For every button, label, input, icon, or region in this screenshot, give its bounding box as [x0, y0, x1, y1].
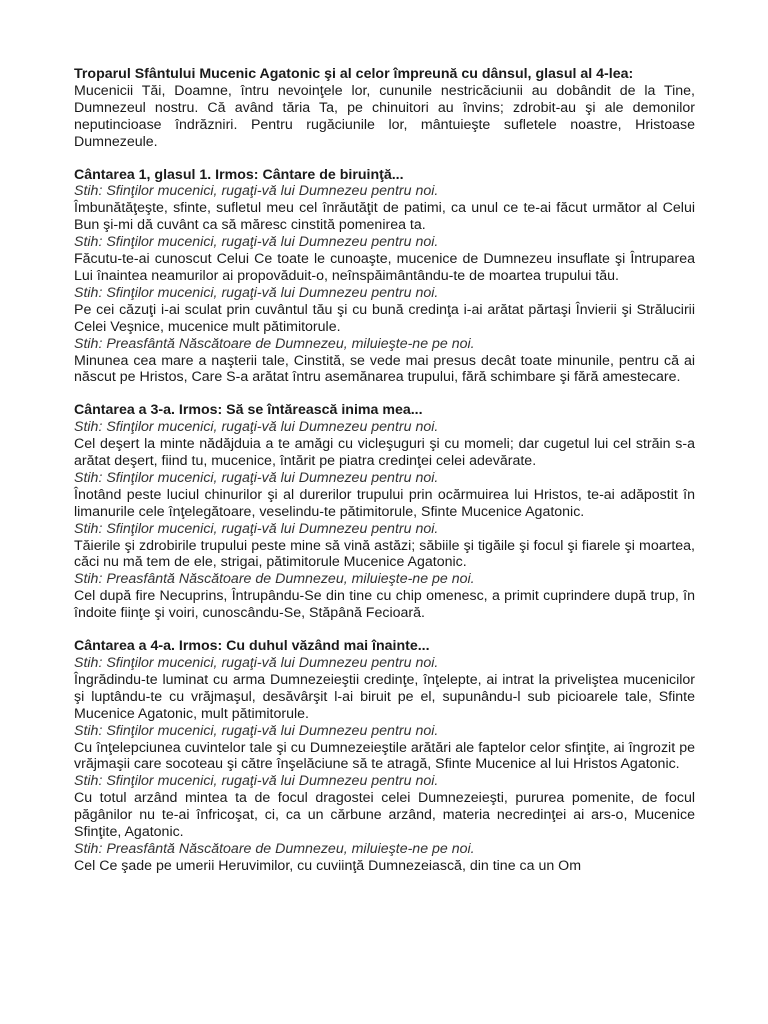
stih-line: Stih: Sfinţilor mucenici, rugaţi-vă lui Dumnezeu pentru noi.	[74, 419, 439, 436]
stih-line: Stih: Sfinţilor mucenici, rugaţi-vă lui Dumnezeu pentru noi.	[74, 469, 439, 486]
stih-line: Stih: Preasfântă Născătoare de Dumnezeu, miluieşte-ne pe noi.	[74, 335, 475, 352]
stih-line: Stih: Sfinţilor mucenici, rugaţi-vă lui Dumnezeu pentru noi.	[74, 183, 439, 200]
paragraph: Mucenicii Tăi, Doamne, întru nevoinţele lor, cununile nestricăciunii au dobândit de la Tine, Dumnezeul nostru. Că având tăria Ta, pe chinuitori au învins; zdrobit-au şi ale demonilor neputincioase îndrăzniri. Pentru rugăciunile lor, mântuieşte sufletele noastre, Hristoase Dumnezeule.	[74, 82, 695, 150]
section-canticle-3	[74, 402, 695, 622]
section-canticle-4	[74, 638, 695, 875]
paragraph: Îngrădindu-te luminat cu arma Dumnezeieştii credinţe, înţelepte, ai intrat la priveliştea mucenicilor şi luptându-te cu vrăjmaşul, desăvârşit l-ai biruit pe el, supunându-l sub picioarele tale, Sfinte Mucenice Agatonic, mult pătimitorule.	[74, 671, 695, 722]
stih-line: Stih: Sfinţilor mucenici, rugaţi-vă lui Dumnezeu pentru noi.	[74, 722, 439, 739]
paragraph: Cu înţelepciunea cuvintelor tale şi cu Dumnezeieştile arătări ale faptelor celor sfinţite, ai îngrozit pe vrăjmaşii care socoteau şi către înşelăciune să te atragă, Sfinte Mucenice al lui Hristos Agatonic.	[74, 739, 695, 773]
paragraph: Cu totul arzând mintea ta de focul dragostei celei Dumnezeieşti, pururea pomenite, de focul păgânilor nu te-ai înfricoşat, ci, ca un cărbune arzând, materia necredinţei ai ars-o, Mucenice Sfinţite, Agatonic.	[74, 790, 695, 841]
section-heading: Cântarea 1, glasul 1. Irmos: Cântare de biruinţă...	[74, 166, 404, 183]
section-troparion	[74, 66, 695, 151]
stih-line: Stih: Sfinţilor mucenici, rugaţi-vă lui Dumnezeu pentru noi.	[74, 284, 439, 301]
stih-line: Stih: Preasfântă Născătoare de Dumnezeu, miluieşte-ne pe noi.	[74, 840, 475, 857]
paragraph: Pe cei căzuţi i-ai sculat prin cuvântul tău şi cu bună credinţa i-ai arătat părtaşi Învierii şi Strălucirii Celei Veşnice, mucenice mult pătimitorule.	[74, 301, 695, 335]
paragraph: Cel după fire Necuprins, Întrupându-Se din tine cu chip omenesc, a primit cuprindere după trup, în îndoite fiinţe şi voiri, cunoscându-Se, Stăpână Fecioară.	[74, 588, 695, 622]
stih-line: Stih: Sfinţilor mucenici, rugaţi-vă lui Dumnezeu pentru noi.	[74, 655, 439, 671]
section-heading: Cântarea a 3-a. Irmos: Să se întărească inima mea...	[74, 402, 423, 419]
stih-line: Stih: Preasfântă Născătoare de Dumnezeu, miluieşte-ne pe noi.	[74, 571, 475, 588]
stih-line: Stih: Sfinţilor mucenici, rugaţi-vă lui Dumnezeu pentru noi.	[74, 773, 439, 790]
stih-line: Stih: Sfinţilor mucenici, rugaţi-vă lui Dumnezeu pentru noi.	[74, 234, 439, 251]
document-page	[74, 66, 695, 891]
paragraph: Minunea cea mare a naşterii tale, Cinstită, se vede mai presus decât toate minunile, pentru că ai născut pe Hristos, Care S-a arătat întru asemănarea trupului, fără schimbare şi fără amestecare.	[74, 352, 695, 386]
paragraph: Înotând peste luciul chinurilor şi al durerilor trupului prin ocărmuirea lui Hristos, te-ai adăpostit în limanurile cele înţelegătoare, veselindu-te pătimitorule, Sfinte Mucenice Agatonic.	[74, 486, 695, 520]
paragraph: Cel Ce şade pe umerii Heruvimilor, cu cuviinţă Dumnezeiască, din tine ca un Om	[74, 857, 582, 874]
section-heading: Cântarea a 4-a. Irmos: Cu duhul văzând mai înainte...	[74, 638, 430, 655]
paragraph: Cel deşert la minte nădăjduia a te amăgi cu vicleşuguri şi cu momeli; dar cugetul lui cel străin s-a arătat deşert, fiind tu, mucenice, întărit pe piatra credinţei celei adevărate.	[74, 436, 695, 470]
section-heading: Troparul Sfântului Mucenic Agatonic şi al celor împreună cu dânsul, glasul al 4-lea:	[74, 66, 634, 82]
paragraph: Îmbunătăţeşte, sfinte, sufletul meu cel înrăutăţit de patimi, ca unul ce te-ai făcut următor al Celui Bun şi-mi dă cuvânt ca să măresc cinstită pomenirea ta.	[74, 200, 695, 234]
stih-line: Stih: Sfinţilor mucenici, rugaţi-vă lui Dumnezeu pentru noi.	[74, 520, 439, 537]
section-canticle-1	[74, 167, 695, 387]
paragraph: Tăierile şi zdrobirile trupului peste mine să vină astăzi; săbiile şi tigăile şi focul şi fiarele şi moartea, căci nu mă tem de ele, strigai, pătimitorule Mucenice Agatonic.	[74, 537, 695, 571]
paragraph: Făcutu-te-ai cunoscut Celui Ce toate le cunoaşte, mucenice de Dumnezeu insuflate şi Întruparea Lui înaintea neamurilor ai propovăduit-o, neînspăimântându-te de moartea trupului tău.	[74, 251, 695, 284]
